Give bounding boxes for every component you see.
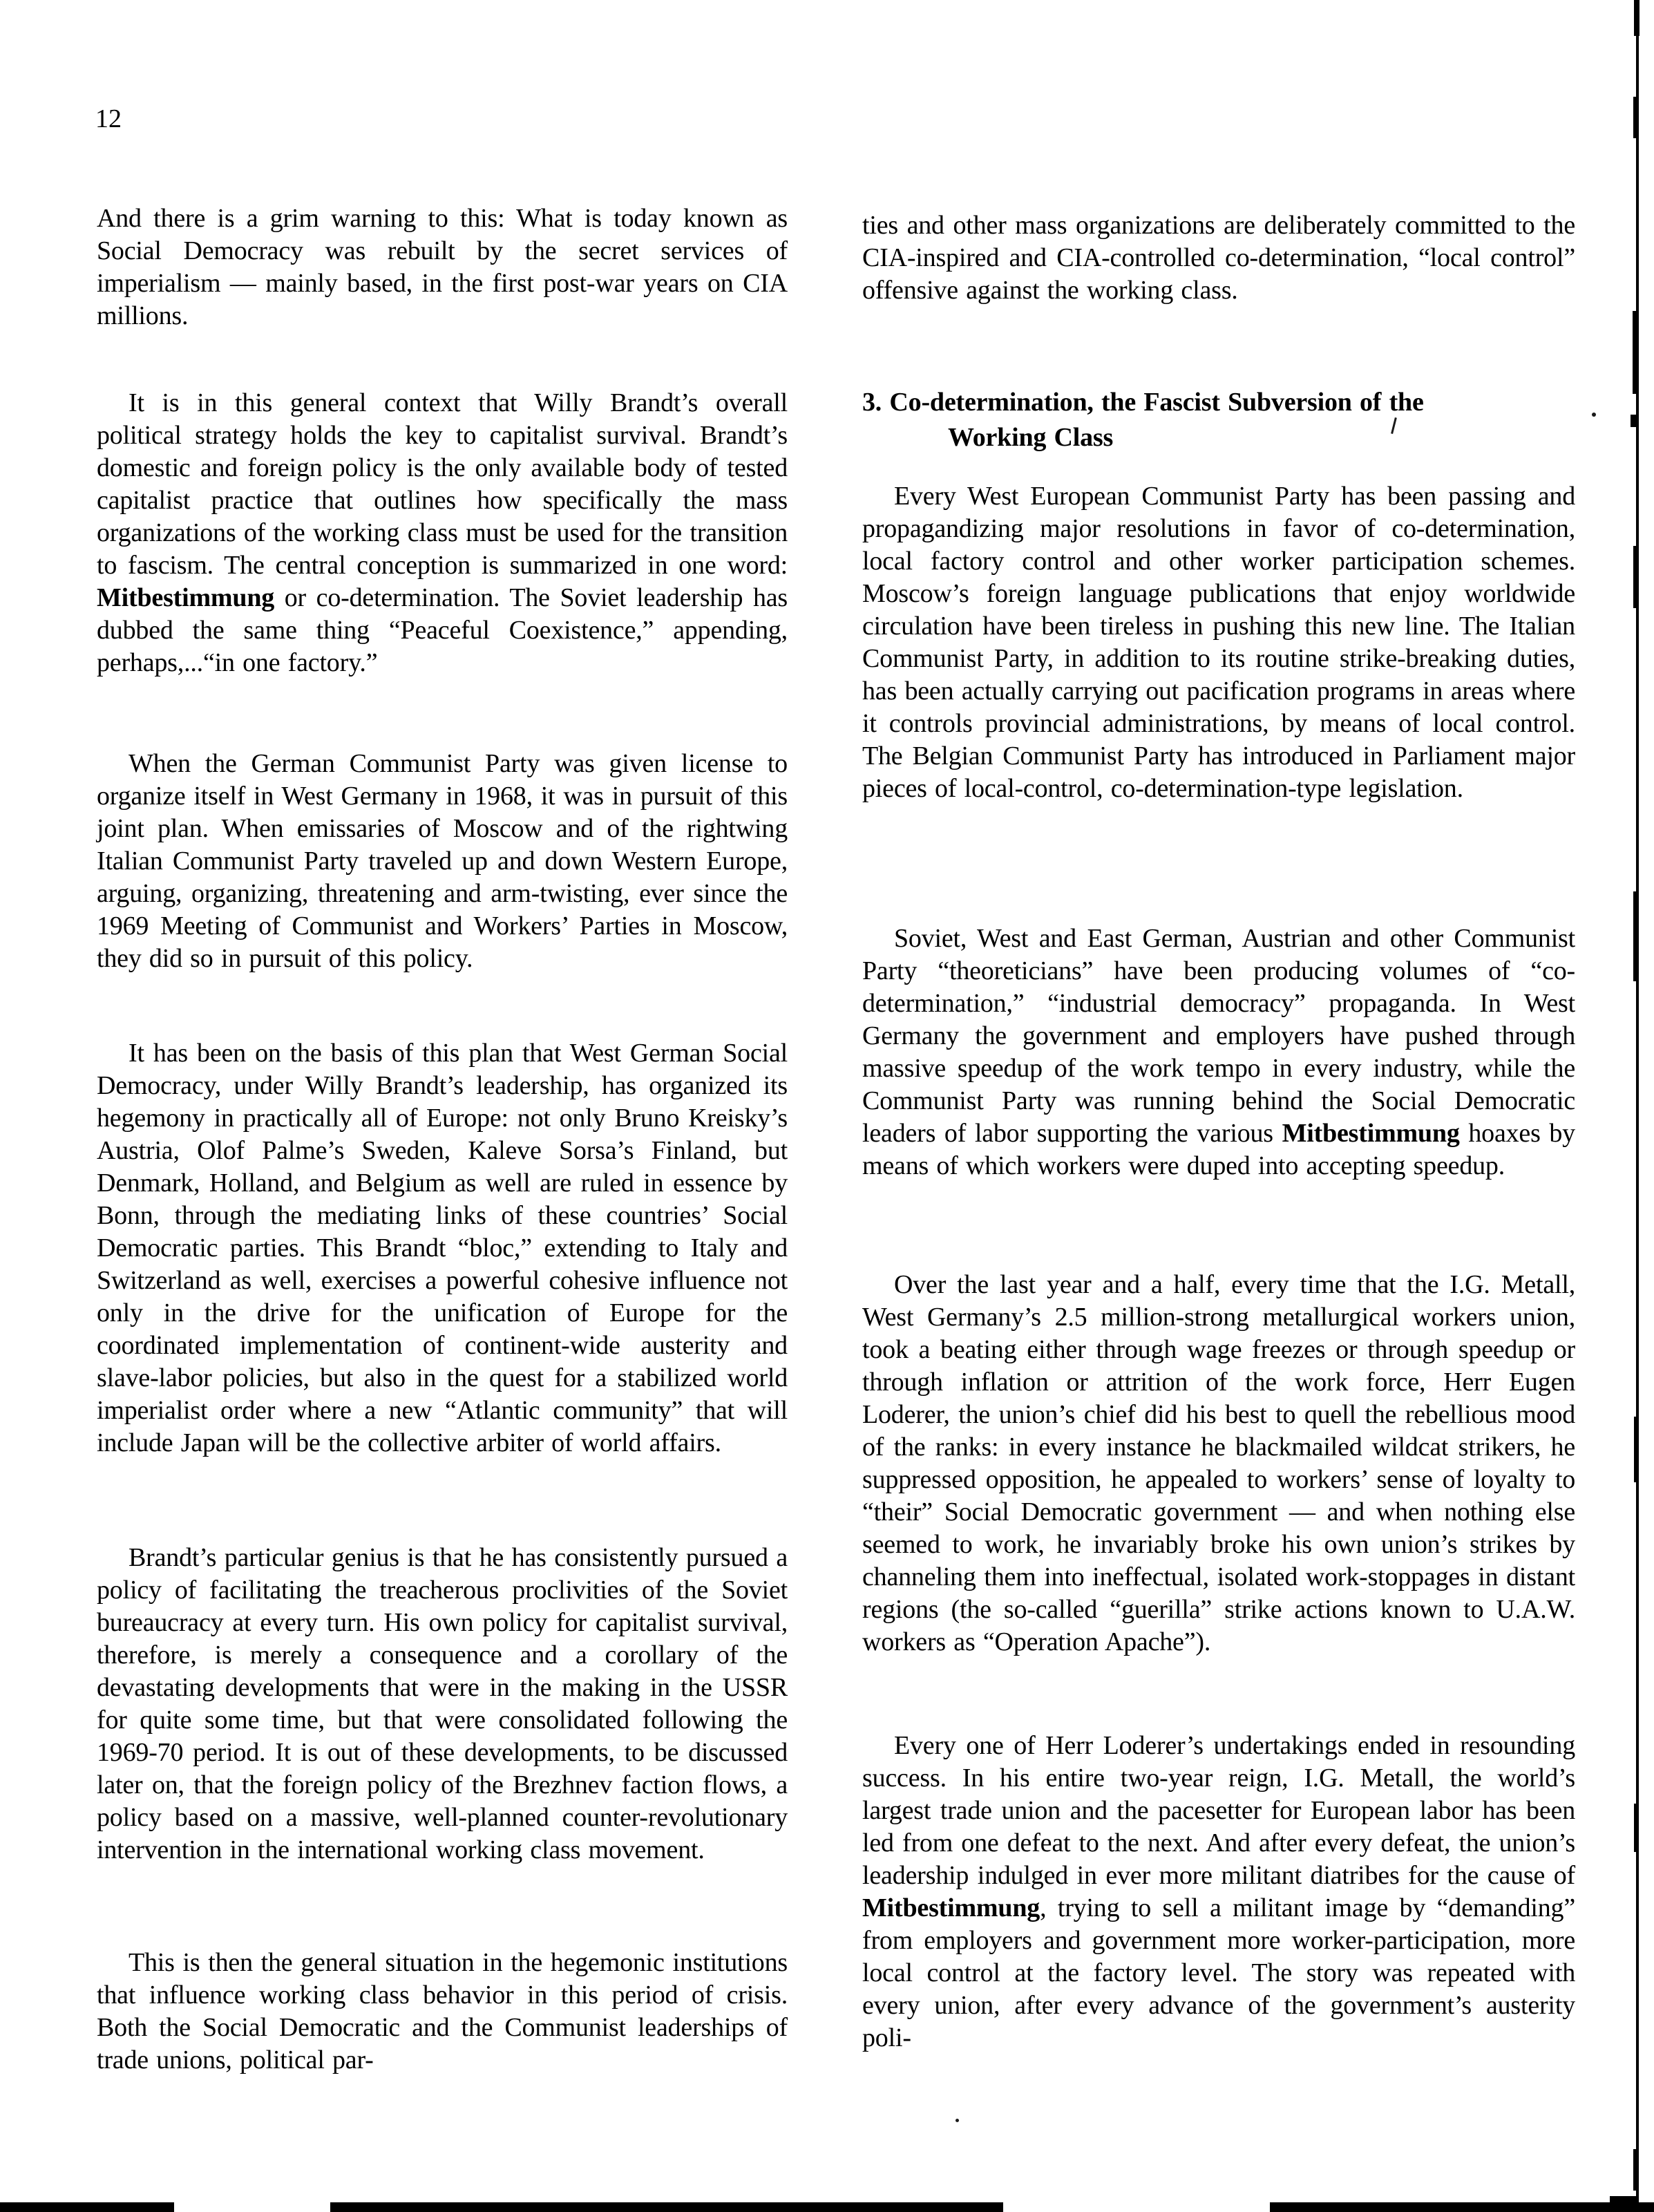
paragraph-left-2: It is in this general context that Willy Brandt’s overall political strategy holds the key to capitalist survival. Brandt’s domestic and foreign policy is the only available body of tested capitalist practice that outlines how specifically the mass organizations of the working class must be used for the transition to fascism. The central conception is summarized in one word: Mitbestimmung or co-determination. The Soviet leadership has dubbed the same thing “Peaceful Coexistence,” appending, perhaps,...“in one factory.” [97,388,788,677]
scan-edge-nub [1633,311,1639,394]
scan-edge-nub [1634,0,1639,36]
scan-edge-nub [1634,1804,1638,1852]
section-heading-line1: 3. Co-determination, the Fascist Subversion of the [862,388,1424,417]
ink-speck [956,2119,959,2122]
scan-edge-nub [1634,1417,1638,1482]
paragraph-left-4: It has been on the basis of this plan that West German Social Democracy, under Willy Brandt’s leadership, has organized its hegemony in practically all of Europe: not only Bruno Kreisky’s Austria, Olof Palme’s Sweden, Kaleve Sorsa’s Finland, but Denmark, Holland, and Belgium as well are ruled in essence by Bonn, through the mediating links of these countries’ Social Democratic parties. This Brandt “bloc,” extending to Italy and Switzerland as well, exercises a powerful cohesive influence not only in the drive for the unification of Europe for the coordinated implementation of continent-wide austerity and slave-labor policies, but also in the quest for a stabilized world imperialist order where a new “Atlantic community” that will include Japan will be the collective arbiter of world affairs. [97,1039,788,1457]
scan-bottom-bump [1610,2196,1637,2203]
scan-edge-nub [1631,415,1639,427]
scan-edge-nub [1633,891,1638,981]
paragraph-left-1: And there is a grim warning to this: What is today known as Social Democracy was rebuilt by the secret services of imperialism — mainly based, in the first post-war years on CIA millions. [97,204,788,330]
paragraph-right-3: Over the last year and a half, every time that the I.G. Metall, West Germany’s 2.5 million-strong metallurgical workers union, took a beating either through wage freezes or through speedup or through inflation or attrition of the work force, Herr Eugen Loderer, the union’s chief did his best to quell the rebellious mood of the ranks: in every instance he blackmailed wildcat strikers, he suppressed opposition, he appealed to workers’ sense of loyalty to “their” Social Democratic government — and when nothing else seemed to work, he invariably broke his own union’s strikes by channeling them into ineffectual, isolated work-stoppages in distant regions (the so-called “guerilla” strike actions known to U.A.W. workers as “Operation Apache”). [862,1270,1575,1656]
paragraph-right-continuation: ties and other mass organizations are deliberately committed to the CIA-inspired and CIA-controlled co-determination, “local control” offensive against the working class. [862,211,1575,305]
ink-speck [1592,413,1596,417]
paragraph-left-5: Brandt’s particular genius is that he has consistently pursued a policy of facilitating the treacherous proclivities of the Soviet bureaucracy at every turn. His own policy for capitalist survival, therefore, is merely a consequence and a corollary of the devastating developments that were in the making in the USSR for quite some time, but that were consolidated following the 1969-70 period. It is out of these developments, to be discussed later on, that the foreign policy of the Brezhnev faction flows, a policy based on a massive, well-planned counter-revolutionary intervention in the international working class movement. [97,1543,788,1864]
paragraph-left-3: When the German Communist Party was given license to organize itself in West Germany in 1968, it was in pursuit of this joint plan. When emissaries of Moscow and of the rightwing Italian Communist Party traveled up and down Western Europe, arguing, organizing, threatening and arm-twisting, ever since the 1969 Meeting of Communist and Workers’ Parties in Moscow, they did so in pursuit of this policy. [97,749,788,973]
page-number: 12 [95,104,122,133]
paragraph-right-4: Every one of Herr Loderer’s undertakings ended in resounding success. In his entire two-year reign, I.G. Metall, the world’s largest trade union and the pacesetter for European labor has been led from one defeat to the next. And after every defeat, the union’s leadership indulged in ever more militant diatribes for the cause of Mitbestimmung, trying to sell a militant image by “demanding” from employers and government more worker-participation, more local control at the factory level. The story was repeated with every union, after every advance of the government’s austerity poli- [862,1731,1575,2052]
scan-bottom-bar [0,2202,174,2212]
scan-edge-nub [1633,546,1638,608]
scan-edge-nub [1633,97,1639,138]
scan-edge-nub [1633,2149,1638,2191]
paragraph-right-1: Every West European Communist Party has been passing and propagandizing major resolutions in favor of co-determination, local factory control and other worker participation schemes. Moscow’s foreign language publications that enjoy worldwide circulation have been tireless in pushing this new line. The Italian Communist Party, in addition to its routine strike-breaking duties, has been actually carrying out pacification programs in areas where it controls provincial administrations, by means of local control. The Belgian Communist Party has introduced in Parliament major pieces of local-control, co-determination-type legislation. [862,482,1575,803]
paragraph-right-2: Soviet, West and East German, Austrian and other Communist Party “theoreticians” have been producing volumes of “co-determination,” “industrial democracy” propaganda. In West Germany the government and employers have pushed through massive speedup of the work tempo in every industry, while the Communist Party was running behind the Social Democratic leaders of labor supporting the various Mitbestimmung hoaxes by means of which workers were duped into accepting speedup. [862,924,1575,1180]
paragraph-left-6: This is then the general situation in the hegemonic institutions that influence working class behavior in this period of crisis. Both the Social Democratic and the Communist leaderships of trade unions, political par- [97,1948,788,2074]
scan-bottom-bar [330,2202,1003,2212]
scan-bottom-bar [1270,2202,1654,2212]
section-heading-line2: Working Class [948,423,1114,452]
